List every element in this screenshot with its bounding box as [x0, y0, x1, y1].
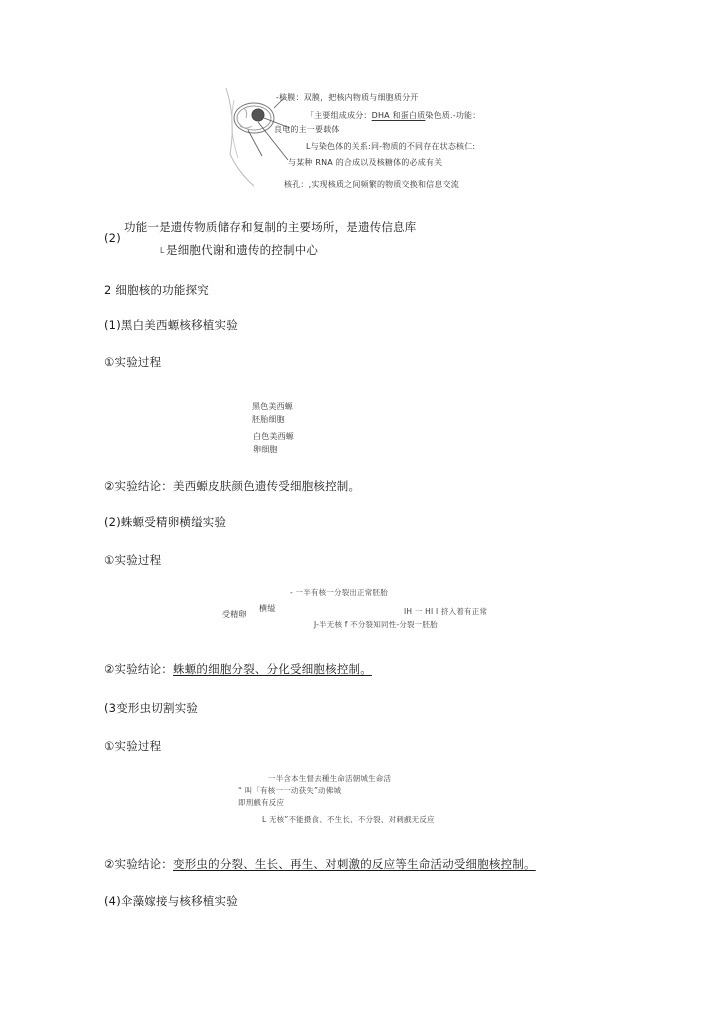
exp1-diagram-b1: 白色美西螈 [253, 432, 294, 441]
exp2-diagram-mid: 横缢 [259, 604, 276, 613]
exp1-conclusion: ②实验结论：美西螈皮肤颜色遗传受细胞核控制。 [104, 479, 361, 493]
chromatin-function-label: 良电的主一要载体 [274, 125, 340, 134]
function-line-2-mark: L [160, 246, 165, 255]
exp4-title: (4)伞藻嫁接与核移植实验 [104, 894, 238, 908]
exp2-process: ①实验过程 [104, 553, 162, 567]
exp2-conclusion-prefix: ②实验结论： [104, 662, 174, 676]
section-2-title: 2 细胞核的功能探究 [104, 283, 209, 297]
exp3-diagram-line-3: 即刑戲有反应 [238, 798, 285, 807]
chromatin-label-suffix: 染色质.-功能： [425, 111, 481, 120]
function-line-2: 是细胞代谢和遗传的控制中心 [166, 243, 319, 257]
function-line-1: 功能一是遗传物质储存和复制的主要场所，是遗传信息库 [124, 220, 417, 234]
exp3-diagram-line-4: L 无核”不能摄食、不生长、不分裂、对刺戲无反应 [262, 815, 435, 824]
exp3-conclusion-prefix: ②实验结论： [104, 857, 174, 871]
chromatin-label-underlined: DHA 和蛋白质 [371, 111, 426, 120]
exp1-diagram-a1: 黑色美西螈 [252, 402, 293, 411]
exp3-conclusion-underlined: 变形虫的分裂、生长、再生、对刺激的反应等生命活动受细胞核控制。 [173, 857, 536, 871]
exp3-process: ①实验过程 [104, 739, 162, 753]
chromatin-label-prefix: 「主要组成成分： [306, 111, 372, 120]
exp3-diagram-line-2: “ 叫「有核一一动获失”动佛城 [238, 786, 342, 795]
exp1-title: (1)黑白美西螈核移植实验 [104, 318, 238, 332]
exp2-diagram-bottom: J-半无核 f 不分裂知同性-分裂一胚胎 [314, 620, 438, 629]
nuclear-pore-label: 核孔：,实现核质之间频繁的物质交换和信息交流 [284, 180, 459, 189]
exp2-conclusion [104, 661, 372, 677]
nucleus-structure [226, 88, 274, 186]
nuclear-membrane-label: -核膜：双膜，把核内物质与细胞质分开 [276, 93, 419, 102]
exp3-conclusion [104, 856, 536, 872]
exp3-diagram-line-1: 一半含本生督去種生命活朝城生命活 [268, 774, 392, 783]
nucleolus-label: 与某种 RNA 的合成以及核糖体的必成有关 [288, 158, 443, 167]
exp2-diagram-right: IH 一 HI I 挤入着有正常 [404, 607, 488, 616]
chromatin-label [306, 110, 480, 121]
exp2-diagram-top: - 一半有核一分裂出正常胚胎 [290, 588, 388, 597]
chromatin-relation-label: L与染色体的关系:同-物质的不同存在状态核仁: [306, 142, 476, 151]
exp3-title: (3变形虫切割实验 [104, 701, 199, 715]
exp1-process: ①实验过程 [104, 355, 162, 369]
exp1-diagram-b2: 卵细胞 [253, 445, 278, 454]
exp2-title: (2)蛛螈受精卵横缢实验 [104, 515, 227, 529]
exp2-conclusion-underlined: 蛛螈的细胞分裂、分化受细胞核控制。 [173, 662, 372, 676]
exp1-diagram-a2: 胚胎细胞 [252, 415, 285, 424]
exp2-diagram-left: 受精卵 [222, 610, 247, 619]
function-label: (2) [104, 231, 121, 245]
